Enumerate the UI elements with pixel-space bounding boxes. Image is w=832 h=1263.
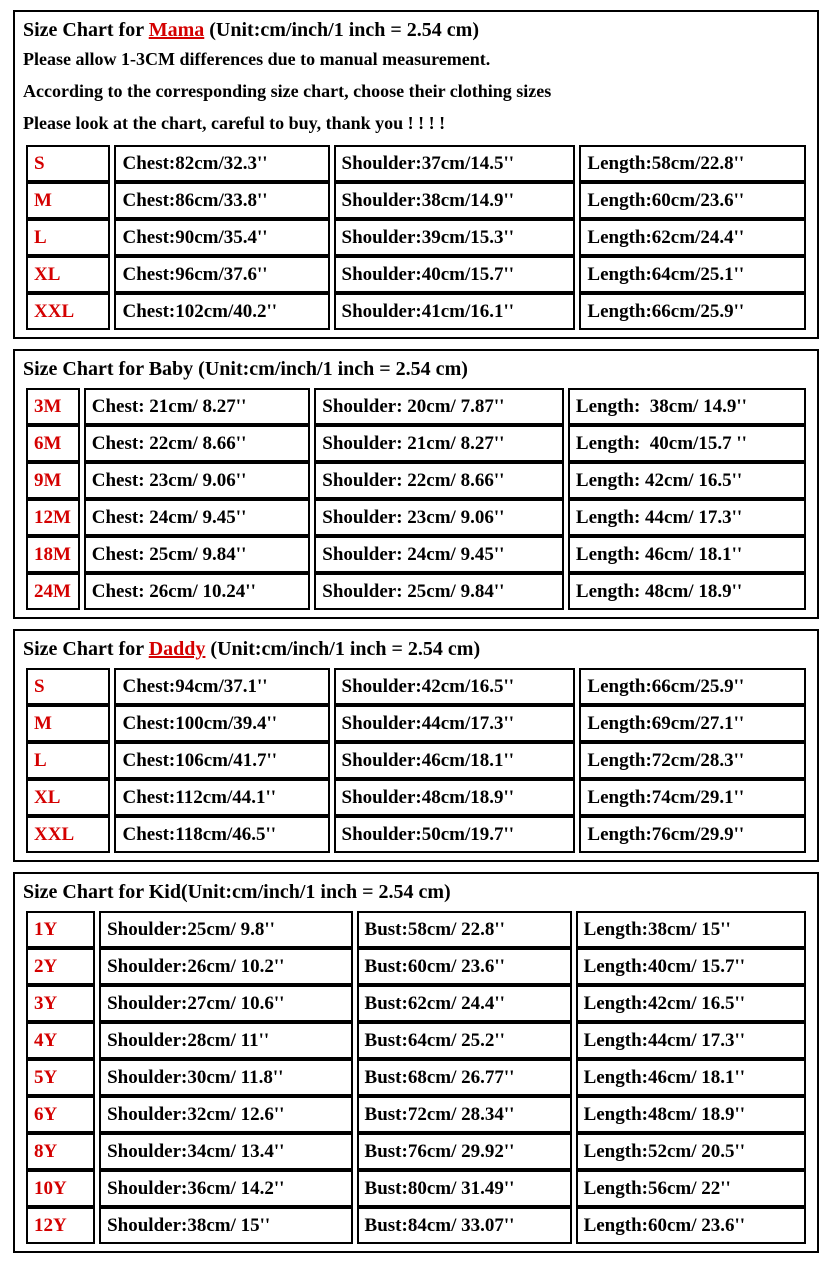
measurement-cell: Shoulder:40cm/15.7'' xyxy=(334,256,576,293)
table-row xyxy=(26,182,806,219)
size-label: S xyxy=(26,668,110,705)
measurement-cell: Chest:106cm/41.7'' xyxy=(114,742,329,779)
mama-notes xyxy=(22,49,810,134)
kid-size-chart-section xyxy=(13,872,819,1253)
measurement-cell: Shoulder:30cm/ 11.8'' xyxy=(99,1059,352,1096)
table-row xyxy=(26,462,806,499)
size-label: M xyxy=(26,705,110,742)
measurement-cell: Length:42cm/ 16.5'' xyxy=(576,985,806,1022)
measurement-cell: Shoulder:26cm/ 10.2'' xyxy=(99,948,352,985)
measurement-cell: Length:72cm/28.3'' xyxy=(579,742,806,779)
measurement-cell: Chest: 22cm/ 8.66'' xyxy=(84,425,311,462)
size-label: XXL xyxy=(26,816,110,853)
table-row xyxy=(26,985,806,1022)
measurement-cell: Length:69cm/27.1'' xyxy=(579,705,806,742)
title-text: Size Chart for xyxy=(23,638,149,660)
measurement-cell: Shoulder:34cm/ 13.4'' xyxy=(99,1133,352,1170)
table-row xyxy=(26,1059,806,1096)
measurement-cell: Chest:102cm/40.2'' xyxy=(114,293,329,330)
size-label: 18M xyxy=(26,536,80,573)
table-row xyxy=(26,705,806,742)
measurement-cell: Length:62cm/24.4'' xyxy=(579,219,806,256)
table-row xyxy=(26,425,806,462)
size-label: 10Y xyxy=(26,1170,95,1207)
measurement-cell: Shoulder:38cm/14.9'' xyxy=(334,182,576,219)
table-row xyxy=(26,668,806,705)
measurement-cell: Length:38cm/ 15'' xyxy=(576,911,806,948)
kid-section-title xyxy=(23,881,810,904)
size-label: 3M xyxy=(26,388,80,425)
size-label: 24M xyxy=(26,573,80,610)
table-row xyxy=(26,536,806,573)
measurement-cell: Bust:62cm/ 24.4'' xyxy=(357,985,572,1022)
title-text: (Unit:cm/inch/1 inch = 2.54 cm) xyxy=(204,19,479,41)
measurement-cell: Shoulder:48cm/18.9'' xyxy=(334,779,576,816)
title-highlight: Mama xyxy=(148,19,205,41)
measurement-cell: Shoulder:37cm/14.5'' xyxy=(334,145,576,182)
measurement-cell: Chest:112cm/44.1'' xyxy=(114,779,329,816)
measurement-cell: Chest:94cm/37.1'' xyxy=(114,668,329,705)
measurement-cell: Chest:86cm/33.8'' xyxy=(114,182,329,219)
measurement-cell: Chest: 24cm/ 9.45'' xyxy=(84,499,311,536)
title-text: Size Chart for Kid(Unit:cm/inch/1 inch = 2.54 cm) xyxy=(23,881,451,903)
size-label: 6Y xyxy=(26,1096,95,1133)
measurement-cell: Shoulder: 24cm/ 9.45'' xyxy=(314,536,564,573)
measurement-cell: Chest:90cm/35.4'' xyxy=(114,219,329,256)
measurement-cell: Length: 38cm/ 14.9'' xyxy=(568,388,806,425)
table-row xyxy=(26,256,806,293)
size-label: M xyxy=(26,182,110,219)
measurement-cell: Shoulder:25cm/ 9.8'' xyxy=(99,911,352,948)
baby-section-title xyxy=(23,358,810,381)
size-label: 2Y xyxy=(26,948,95,985)
measurement-cell: Shoulder: 25cm/ 9.84'' xyxy=(314,573,564,610)
measurement-cell: Length: 44cm/ 17.3'' xyxy=(568,499,806,536)
size-label: XXL xyxy=(26,293,110,330)
measurement-cell: Length:74cm/29.1'' xyxy=(579,779,806,816)
measurement-cell: Bust:64cm/ 25.2'' xyxy=(357,1022,572,1059)
measurement-cell: Shoulder:27cm/ 10.6'' xyxy=(99,985,352,1022)
measurement-cell: Length:76cm/29.9'' xyxy=(579,816,806,853)
table-row xyxy=(26,1207,806,1244)
measurement-cell: Shoulder: 22cm/ 8.66'' xyxy=(314,462,564,499)
table-row xyxy=(26,499,806,536)
size-label: 12Y xyxy=(26,1207,95,1244)
table-row xyxy=(26,573,806,610)
measurement-cell: Shoulder:42cm/16.5'' xyxy=(334,668,576,705)
measurement-cell: Length:44cm/ 17.3'' xyxy=(576,1022,806,1059)
measurement-cell: Shoulder:50cm/19.7'' xyxy=(334,816,576,853)
measurement-cell: Bust:72cm/ 28.34'' xyxy=(357,1096,572,1133)
measurement-cell: Bust:58cm/ 22.8'' xyxy=(357,911,572,948)
table-row xyxy=(26,293,806,330)
table-row xyxy=(26,816,806,853)
measurement-cell: Length:58cm/22.8'' xyxy=(579,145,806,182)
baby-size-table xyxy=(22,388,810,610)
daddy-size-table xyxy=(22,668,810,853)
measurement-cell: Length:48cm/ 18.9'' xyxy=(576,1096,806,1133)
table-row xyxy=(26,388,806,425)
daddy-size-chart-section xyxy=(13,629,819,862)
measurement-cell: Length: 40cm/15.7 '' xyxy=(568,425,806,462)
table-row xyxy=(26,779,806,816)
measurement-cell: Bust:68cm/ 26.77'' xyxy=(357,1059,572,1096)
table-row xyxy=(26,1022,806,1059)
title-text: Size Chart for xyxy=(23,19,149,41)
measurement-cell: Length: 46cm/ 18.1'' xyxy=(568,536,806,573)
measurement-cell: Shoulder:44cm/17.3'' xyxy=(334,705,576,742)
measurement-cell: Chest: 25cm/ 9.84'' xyxy=(84,536,311,573)
table-row xyxy=(26,911,806,948)
size-label: 1Y xyxy=(26,911,95,948)
size-label: 12M xyxy=(26,499,80,536)
measurement-cell: Chest: 23cm/ 9.06'' xyxy=(84,462,311,499)
measurement-cell: Chest: 21cm/ 8.27'' xyxy=(84,388,311,425)
measurement-cell: Shoulder:46cm/18.1'' xyxy=(334,742,576,779)
measurement-cell: Shoulder: 21cm/ 8.27'' xyxy=(314,425,564,462)
measurement-cell: Shoulder:38cm/ 15'' xyxy=(99,1207,352,1244)
measurement-cell: Length: 42cm/ 16.5'' xyxy=(568,462,806,499)
measurement-cell: Shoulder: 23cm/ 9.06'' xyxy=(314,499,564,536)
measurement-cell: Length:60cm/ 23.6'' xyxy=(576,1207,806,1244)
table-row xyxy=(26,948,806,985)
measurement-cell: Shoulder:41cm/16.1'' xyxy=(334,293,576,330)
measurement-cell: Length:66cm/25.9'' xyxy=(579,293,806,330)
size-label: L xyxy=(26,742,110,779)
size-label: L xyxy=(26,219,110,256)
measurement-cell: Length:40cm/ 15.7'' xyxy=(576,948,806,985)
measurement-cell: Bust:84cm/ 33.07'' xyxy=(357,1207,572,1244)
measurement-cell: Bust:60cm/ 23.6'' xyxy=(357,948,572,985)
table-row xyxy=(26,1133,806,1170)
measurement-cell: Length:46cm/ 18.1'' xyxy=(576,1059,806,1096)
measurement-cell: Shoulder:36cm/ 14.2'' xyxy=(99,1170,352,1207)
measurement-cell: Length: 48cm/ 18.9'' xyxy=(568,573,806,610)
measurement-cell: Length:64cm/25.1'' xyxy=(579,256,806,293)
measurement-cell: Bust:80cm/ 31.49'' xyxy=(357,1170,572,1207)
mama-size-table xyxy=(22,145,810,330)
measurement-cell: Chest:100cm/39.4'' xyxy=(114,705,329,742)
mama-size-chart-section xyxy=(13,10,819,339)
measurement-cell: Length:52cm/ 20.5'' xyxy=(576,1133,806,1170)
baby-size-chart-section xyxy=(13,349,819,619)
measurement-cell: Length:60cm/23.6'' xyxy=(579,182,806,219)
measurement-cell: Chest:96cm/37.6'' xyxy=(114,256,329,293)
kid-size-table xyxy=(22,911,810,1244)
measurement-cell: Shoulder: 20cm/ 7.87'' xyxy=(314,388,564,425)
size-label: XL xyxy=(26,779,110,816)
size-label: 5Y xyxy=(26,1059,95,1096)
size-label: XL xyxy=(26,256,110,293)
mama-section-title xyxy=(23,19,810,42)
measurement-cell: Chest:82cm/32.3'' xyxy=(114,145,329,182)
title-text: Size Chart for Baby (Unit:cm/inch/1 inch = 2.54 cm) xyxy=(23,358,468,380)
measurement-cell: Length:66cm/25.9'' xyxy=(579,668,806,705)
note-line: Please look at the chart, careful to buy, thank you ! ! ! ! xyxy=(23,113,446,133)
title-highlight: Daddy xyxy=(148,638,206,660)
table-row xyxy=(26,742,806,779)
daddy-section-title xyxy=(23,638,810,661)
size-label: 3Y xyxy=(26,985,95,1022)
measurement-cell: Chest: 26cm/ 10.24'' xyxy=(84,573,311,610)
table-row xyxy=(26,1096,806,1133)
size-label: 9M xyxy=(26,462,80,499)
measurement-cell: Shoulder:39cm/15.3'' xyxy=(334,219,576,256)
measurement-cell: Shoulder:28cm/ 11'' xyxy=(99,1022,352,1059)
table-row xyxy=(26,219,806,256)
measurement-cell: Chest:118cm/46.5'' xyxy=(114,816,329,853)
measurement-cell: Length:56cm/ 22'' xyxy=(576,1170,806,1207)
size-label: 6M xyxy=(26,425,80,462)
size-label: 4Y xyxy=(26,1022,95,1059)
measurement-cell: Shoulder:32cm/ 12.6'' xyxy=(99,1096,352,1133)
title-text: (Unit:cm/inch/1 inch = 2.54 cm) xyxy=(205,638,481,660)
table-row xyxy=(26,145,806,182)
table-row xyxy=(26,1170,806,1207)
note-line: According to the corresponding size chart, choose their clothing sizes xyxy=(23,81,552,101)
measurement-cell: Bust:76cm/ 29.92'' xyxy=(357,1133,572,1170)
note-line: Please allow 1-3CM differences due to manual measurement. xyxy=(23,49,491,69)
size-label: S xyxy=(26,145,110,182)
size-label: 8Y xyxy=(26,1133,95,1170)
